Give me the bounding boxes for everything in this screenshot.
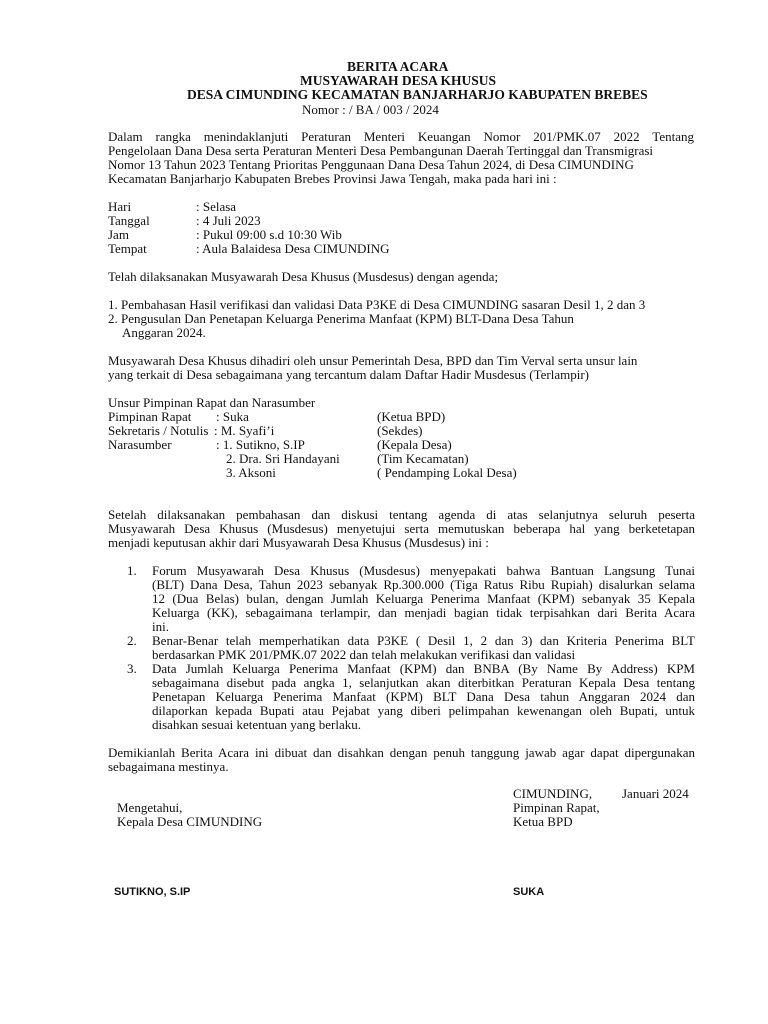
decision-number: 2. xyxy=(127,633,137,648)
decision-line: 12 (Dua Belas) bulan, dengan Jumlah Keluarga Penerima Manfaat (KPM) sebanyak 35 Kepala xyxy=(152,591,695,606)
leader-role: (Ketua BPD) xyxy=(377,409,446,424)
doc-number: Nomor : / BA / 003 / 2024 xyxy=(302,102,439,117)
leader-role: ( Pendamping Lokal Desa) xyxy=(377,465,517,480)
schedule-label: Hari xyxy=(108,199,132,214)
decision-line: sebagaimana disebut pada angka 1, selanjutkan akan diterbitkan Peraturan Kepala Desa tentang xyxy=(152,675,695,690)
decision-line: Forum Musyawarah Desa Khusus (Musdesus) menyepakati bahwa Bantuan Langsung Tunai xyxy=(152,563,695,578)
leaders-heading: Unsur Pimpinan Rapat dan Narasumber xyxy=(108,395,316,410)
right-signer-name: SUKA xyxy=(513,886,545,898)
discussion-line: Musyawarah Desa Khusus (Musdesus) menyetujui serta memutuskan beberapa hal yang berketetapan xyxy=(108,521,695,536)
schedule-value: : 4 Juli 2023 xyxy=(196,213,261,228)
attendance-line: Musyawarah Desa Khusus dihadiri oleh unsur Pemerintah Desa, BPD dan Tim Verval serta unsur lain xyxy=(108,353,638,368)
leader-role: (Sekdes) xyxy=(377,423,423,438)
decision-line: (BLT) Dana Desa, Tahun 2023 sebanyak Rp.300.000 (Tiga Ratus Ribu Rupiah) disalurkan selama xyxy=(152,577,695,592)
left-signer-role: Kepala Desa CIMUNDING xyxy=(117,814,263,829)
leader-value: 3. Aksoni xyxy=(226,465,276,480)
right-signer-role: Ketua BPD xyxy=(513,814,573,829)
agenda-item: 2. Pengusulan Dan Penetapan Keluarga Penerima Manfaat (KPM) BLT-Dana Desa Tahun xyxy=(108,311,574,326)
leader-value: : Suka xyxy=(216,409,249,424)
decision-line: dilaporkan kepada Bupati atau Pejabat yang diberi pelimpahan kewenangan oleh Bupati, untuk xyxy=(152,703,695,718)
schedule-label: Jam xyxy=(108,227,129,242)
agenda-item: 1. Pembahasan Hasil verifikasi dan validasi Data P3KE di Desa CIMUNDING sasaran Desil 1, 2 dan 3 xyxy=(108,297,646,312)
agenda-intro: Telah dilaksanakan Musyawarah Desa Khusus (Musdesus) dengan agenda; xyxy=(108,269,499,284)
discussion-line: Setelah dilaksanakan pembahasan dan diskusi tentang agenda di atas selanjutnya seluruh peserta xyxy=(108,507,695,522)
doc-village-heading: DESA CIMUNDING KECAMATAN BANJARHARJO KABUPATEN BREBES xyxy=(187,87,648,102)
intro-line: Pengelolaan Dana Desa serta Peraturan Menteri Desa Pembangunan Daerah Tertinggal dan Transmigrasi xyxy=(108,143,654,158)
closing-line: sebagaimana mestinya. xyxy=(108,759,229,774)
decision-number: 3. xyxy=(127,661,137,676)
left-signer-name: SUTIKNO, S.IP xyxy=(114,886,191,898)
decision-line: Data Jumlah Keluarga Penerima Manfaat (KPM) dan BNBA (By Name By Address) KPM xyxy=(152,661,695,676)
schedule-value: : Pukul 09:00 s.d 10:30 Wib xyxy=(196,227,342,242)
decision-line: berdasarkan PMK 201/PMK.07 2022 dan telah melakukan verifikasi dan validasi xyxy=(152,647,576,662)
left-signer-title: Mengetahui, xyxy=(117,800,183,815)
decision-line: Penetapan Keluarga Penerima Manfaat (KPM) BLT Dana Desa tahun Anggaran 2024 dan xyxy=(152,689,695,704)
agenda-item-continuation: Anggaran 2024. xyxy=(122,325,206,340)
intro-line: Nomor 13 Tahun 2023 Tentang Prioritas Penggunaan Dana Desa Tahun 2024, di Desa CIMUNDING xyxy=(108,157,634,172)
right-signer-title: Pimpinan Rapat, xyxy=(513,800,600,815)
signature-date: Januari 2024 xyxy=(622,786,689,801)
leader-label: Sekretaris / Notulis xyxy=(108,423,209,438)
decision-line: ini. xyxy=(152,619,169,634)
decision-line: Keluarga (KK), sebagaimana terlampir, dan menjadi bagian tidak terpisahkan dari Berita Acara xyxy=(152,605,695,620)
closing-line: Demikianlah Berita Acara ini dibuat dan disahkan dengan penuh tanggung jawab agar dapat dipergunakan xyxy=(108,745,695,760)
signature-place: CIMUNDING, xyxy=(513,786,593,801)
doc-subtitle: MUSYAWARAH DESA KHUSUS xyxy=(300,73,497,88)
leader-role: (Tim Kecamatan) xyxy=(377,451,469,466)
discussion-line: menjadi keputusan akhir dari Musyawarah Desa Khusus (Musdesus) ini : xyxy=(108,535,489,550)
schedule-label: Tanggal xyxy=(108,213,150,228)
decision-line: Benar-Benar telah memperhatikan data P3KE ( Desil 1, 2 dan 3) dan Kriteria Penerima BLT xyxy=(152,633,695,648)
leader-role: (Kepala Desa) xyxy=(377,437,452,452)
attendance-line: yang terkait di Desa sebagaimana yang tercantum dalam Daftar Hadir Musdesus (Terlampir) xyxy=(108,367,589,382)
schedule-value: : Aula Balaidesa Desa CIMUNDING xyxy=(196,241,390,256)
leader-label: Narasumber xyxy=(108,437,172,452)
leader-value: : 1. Sutikno, S.IP xyxy=(216,437,305,452)
leader-value: 2. Dra. Sri Handayani xyxy=(226,451,340,466)
leader-value: : M. Syafi’i xyxy=(214,423,275,438)
intro-line: Kecamatan Banjarharjo Kabupaten Brebes Provinsi Jawa Tengah, maka pada hari ini : xyxy=(108,171,557,186)
decision-line: disahkan sesuai ketentuan yang berlaku. xyxy=(152,717,362,732)
decision-number: 1. xyxy=(127,563,137,578)
leader-label: Pimpinan Rapat xyxy=(108,409,192,424)
schedule-value: : Selasa xyxy=(196,199,237,214)
schedule-label: Tempat xyxy=(108,241,147,256)
intro-line: Dalam rangka menindaklanjuti Peraturan Menteri Keuangan Nomor 201/PMK.07 2022 Tentang xyxy=(108,129,694,144)
doc-title: BERITA ACARA xyxy=(347,59,449,74)
